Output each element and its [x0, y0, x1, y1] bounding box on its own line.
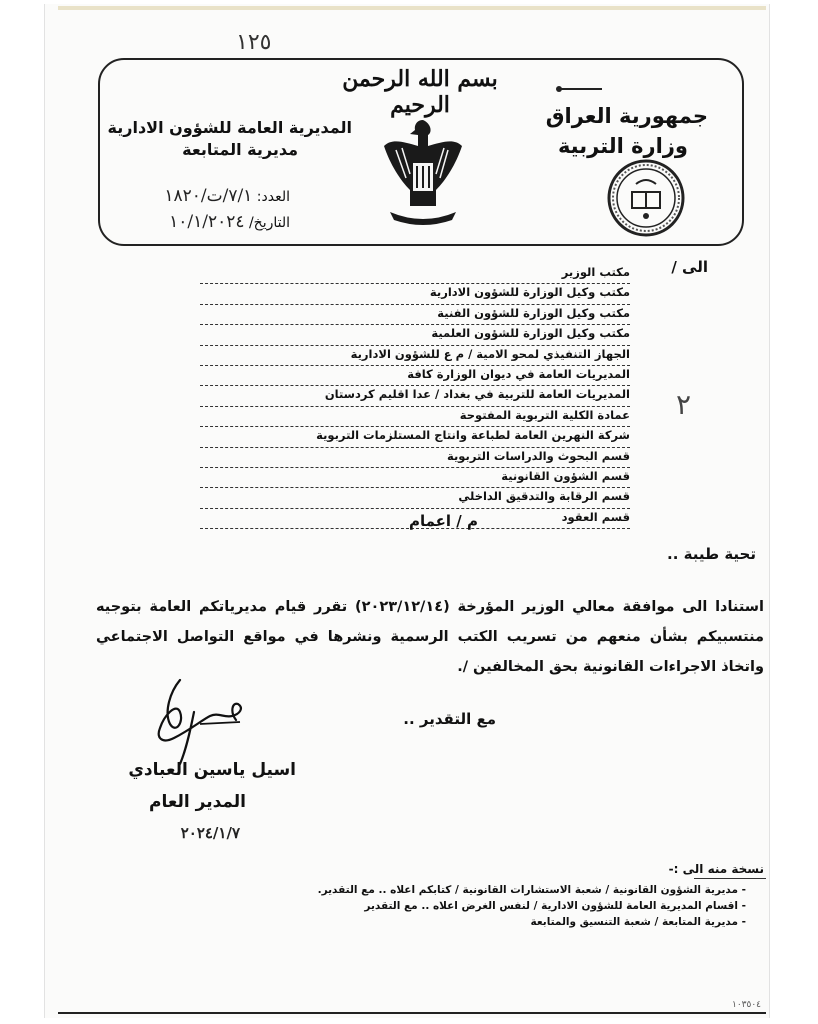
top-edge [58, 6, 766, 10]
subject-line: م / اعمام [409, 512, 478, 530]
recipient: مكتب وكيل الوزارة للشؤون العلمية [200, 325, 630, 345]
reference-number-value: ٧/١/ت/١٨٢٠ [164, 186, 253, 206]
reference-number [164, 186, 290, 206]
document-date-value: ١٠/١/٢٠٢٤ [169, 212, 245, 232]
decorative-line [560, 88, 602, 90]
copy-recipient: - مديرية الشؤون القانونية / شعبة الاستشارات القانونية / كتابكم اعلاه .. مع التقدير. [318, 882, 746, 898]
recipient: قسم الرقابة والتدقيق الداخلي [200, 488, 630, 508]
ministry-seal-icon [606, 158, 686, 238]
document-date [169, 212, 290, 232]
basmala: بسم الله الرحمن الرحيم [342, 66, 498, 118]
body-paragraph: استنادا الى موافقة معالي الوزير المؤرخة (٢٠٢٣/١٢/١٤) تقرر قيام مديرياتكم العامة بتوجيه منتسبيكم بشأن منعهم من تسريب الكتب الرسمية ونشرها في مواقع التواصل الاجتماعي واتخاذ الاجراءات القانونية بحق المخالفين /. [96, 599, 764, 675]
copies-list [318, 882, 746, 930]
greeting: تحية طيبة .. [667, 545, 756, 563]
recipient: مكتب وكيل الوزارة للشؤون الادارية [200, 284, 630, 304]
sub-department-name: مديرية المتابعة [182, 140, 298, 159]
recipient: قسم العقود [200, 509, 630, 529]
recipient: قسم البحوث والدراسات التربوية [200, 448, 630, 468]
recipient: المديريات العامة في ديوان الوزارة كافة [200, 366, 630, 386]
handwritten-margin-note: ٢ [676, 388, 692, 421]
eagle-emblem-icon [382, 116, 464, 228]
page-number: ١٢٥ [236, 30, 272, 55]
reference-number-label: العدد: [256, 189, 290, 205]
closing-line: مع التقدير .. [403, 710, 496, 728]
bottom-edge [58, 1012, 766, 1014]
signer-name: اسيل ياسين العبادي [128, 760, 296, 780]
copy-recipient: - مديرية المتابعة / شعبة التنسيق والمتابعة [318, 914, 746, 930]
recipient: مكتب وكيل الوزارة للشؤون الفنية [200, 305, 630, 325]
recipients-list [200, 264, 630, 529]
document-date-label: التاريخ/ [248, 215, 290, 231]
ministry-name: وزارة التربية [557, 134, 688, 158]
signer-title: المدير العام [149, 792, 246, 812]
copy-recipient: - اقسام المديرية العامة للشؤون الادارية / لنفس الغرض اعلاه .. مع التقدير [318, 898, 746, 914]
recipient: عمادة الكلية التربوية المفتوحة [200, 407, 630, 427]
copies-heading: نسخة منه الى :- [668, 862, 764, 876]
signature-date: ٢٠٢٤/١/٧ [180, 824, 240, 842]
recipient: شركة النهرين العامة لطباعة وانتاج المستلزمات التربوية [200, 427, 630, 447]
recipient: الجهاز التنفيذي لمحو الامية / م ع للشؤون الادارية [200, 346, 630, 366]
recipients-label: الى / [671, 258, 708, 276]
recipient: المديريات العامة للتربية في بغداد / عدا اقليم كردستان [200, 386, 630, 406]
recipient: قسم الشؤون القانونية [200, 468, 630, 488]
country-name: جمهورية العراق [545, 104, 708, 128]
signature-icon [140, 672, 270, 768]
recipient: مكتب الوزير [200, 264, 630, 284]
copies-heading-underline [694, 878, 766, 879]
footer-code: ١٠٣٥٠٤ [732, 1000, 762, 1010]
department-name: المديرية العامة للشؤون الادارية [107, 118, 352, 137]
